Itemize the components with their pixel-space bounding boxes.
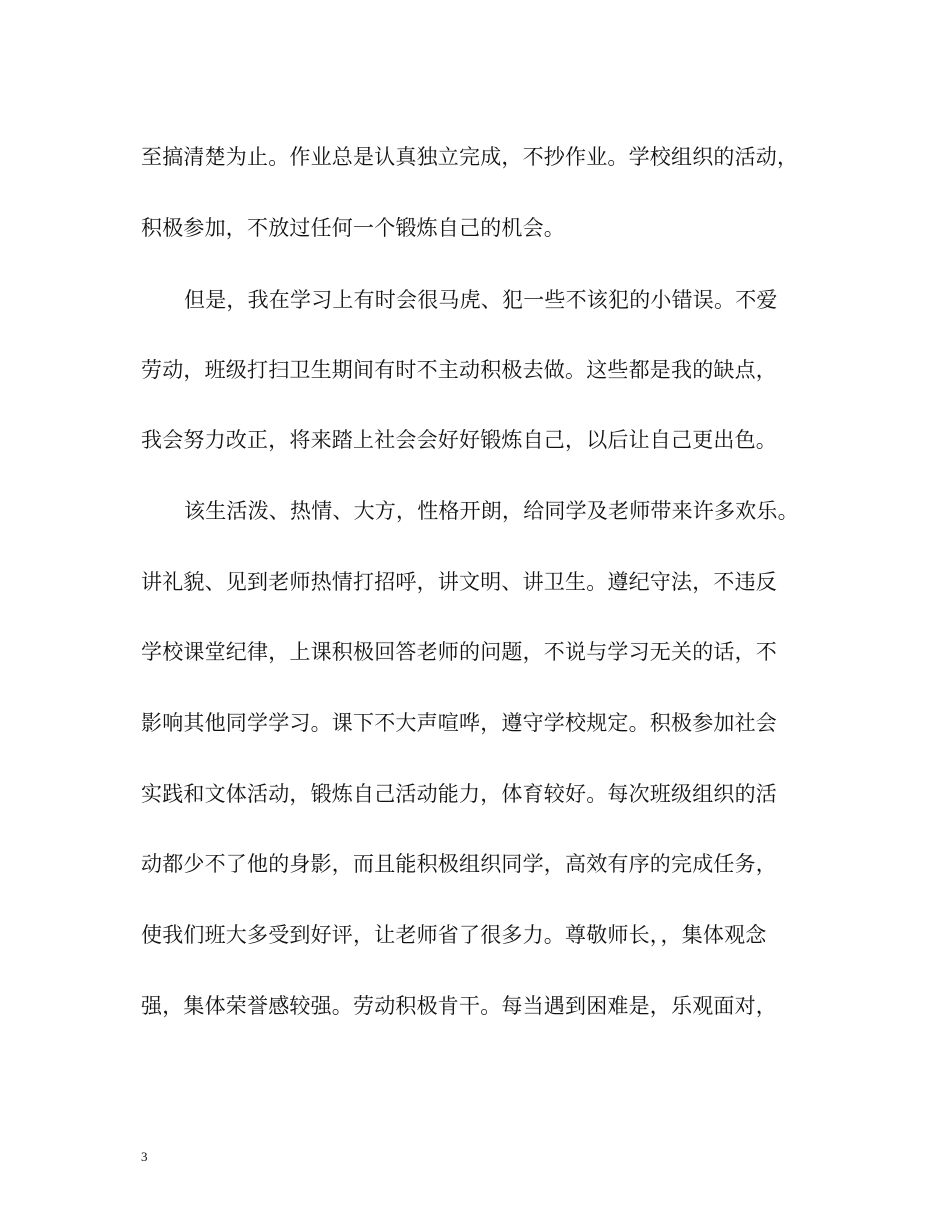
- text-line: 学校课堂纪律，上课积极回答老师的问题，不说与学习无关的话，不: [141, 640, 777, 664]
- text-line: 劳动，班级打扫卫生期间有时不主动积极去做。这些都是我的缺点，: [141, 358, 777, 382]
- text-line: 实践和文体活动，锻炼自己活动能力，体育较好。每次班级组织的活: [141, 782, 777, 806]
- text-line: 影响其他同学学习。课下不大声喧哗，遵守学校规定。积极参加社会: [141, 711, 777, 735]
- text-line: 使我们班大多受到好评，让老师省了很多力。尊敬师长，，集体观念: [141, 923, 767, 947]
- text-line: 动都少不了他的身影，而且能积极组织同学，高效有序的完成任务，: [141, 852, 777, 876]
- text-line: 强，集体荣誉感较强。劳动积极肯干。每当遇到困难是，乐观面对，: [141, 994, 777, 1018]
- text-line: 但是，我在学习上有时会很马虎、犯一些不该犯的小错误。不爱: [184, 288, 778, 312]
- page-number: 3: [141, 1149, 148, 1164]
- text-line: 我会努力改正，将来踏上社会会好好锻炼自己，以后让自己更出色。: [141, 428, 777, 452]
- text-line: 积极参加，不放过任何一个锻炼自己的机会。: [141, 216, 565, 240]
- text-line: 至搞清楚为止。作业总是认真独立完成，不抄作业。学校组织的活动，: [141, 145, 799, 169]
- text-line: 该生活泼、热情、大方，性格开朗，给同学及老师带来许多欢乐。: [184, 499, 799, 523]
- text-line: 讲礼貌、见到老师热情打招呼，讲文明、讲卫生。遵纪守法，不违反: [141, 570, 777, 594]
